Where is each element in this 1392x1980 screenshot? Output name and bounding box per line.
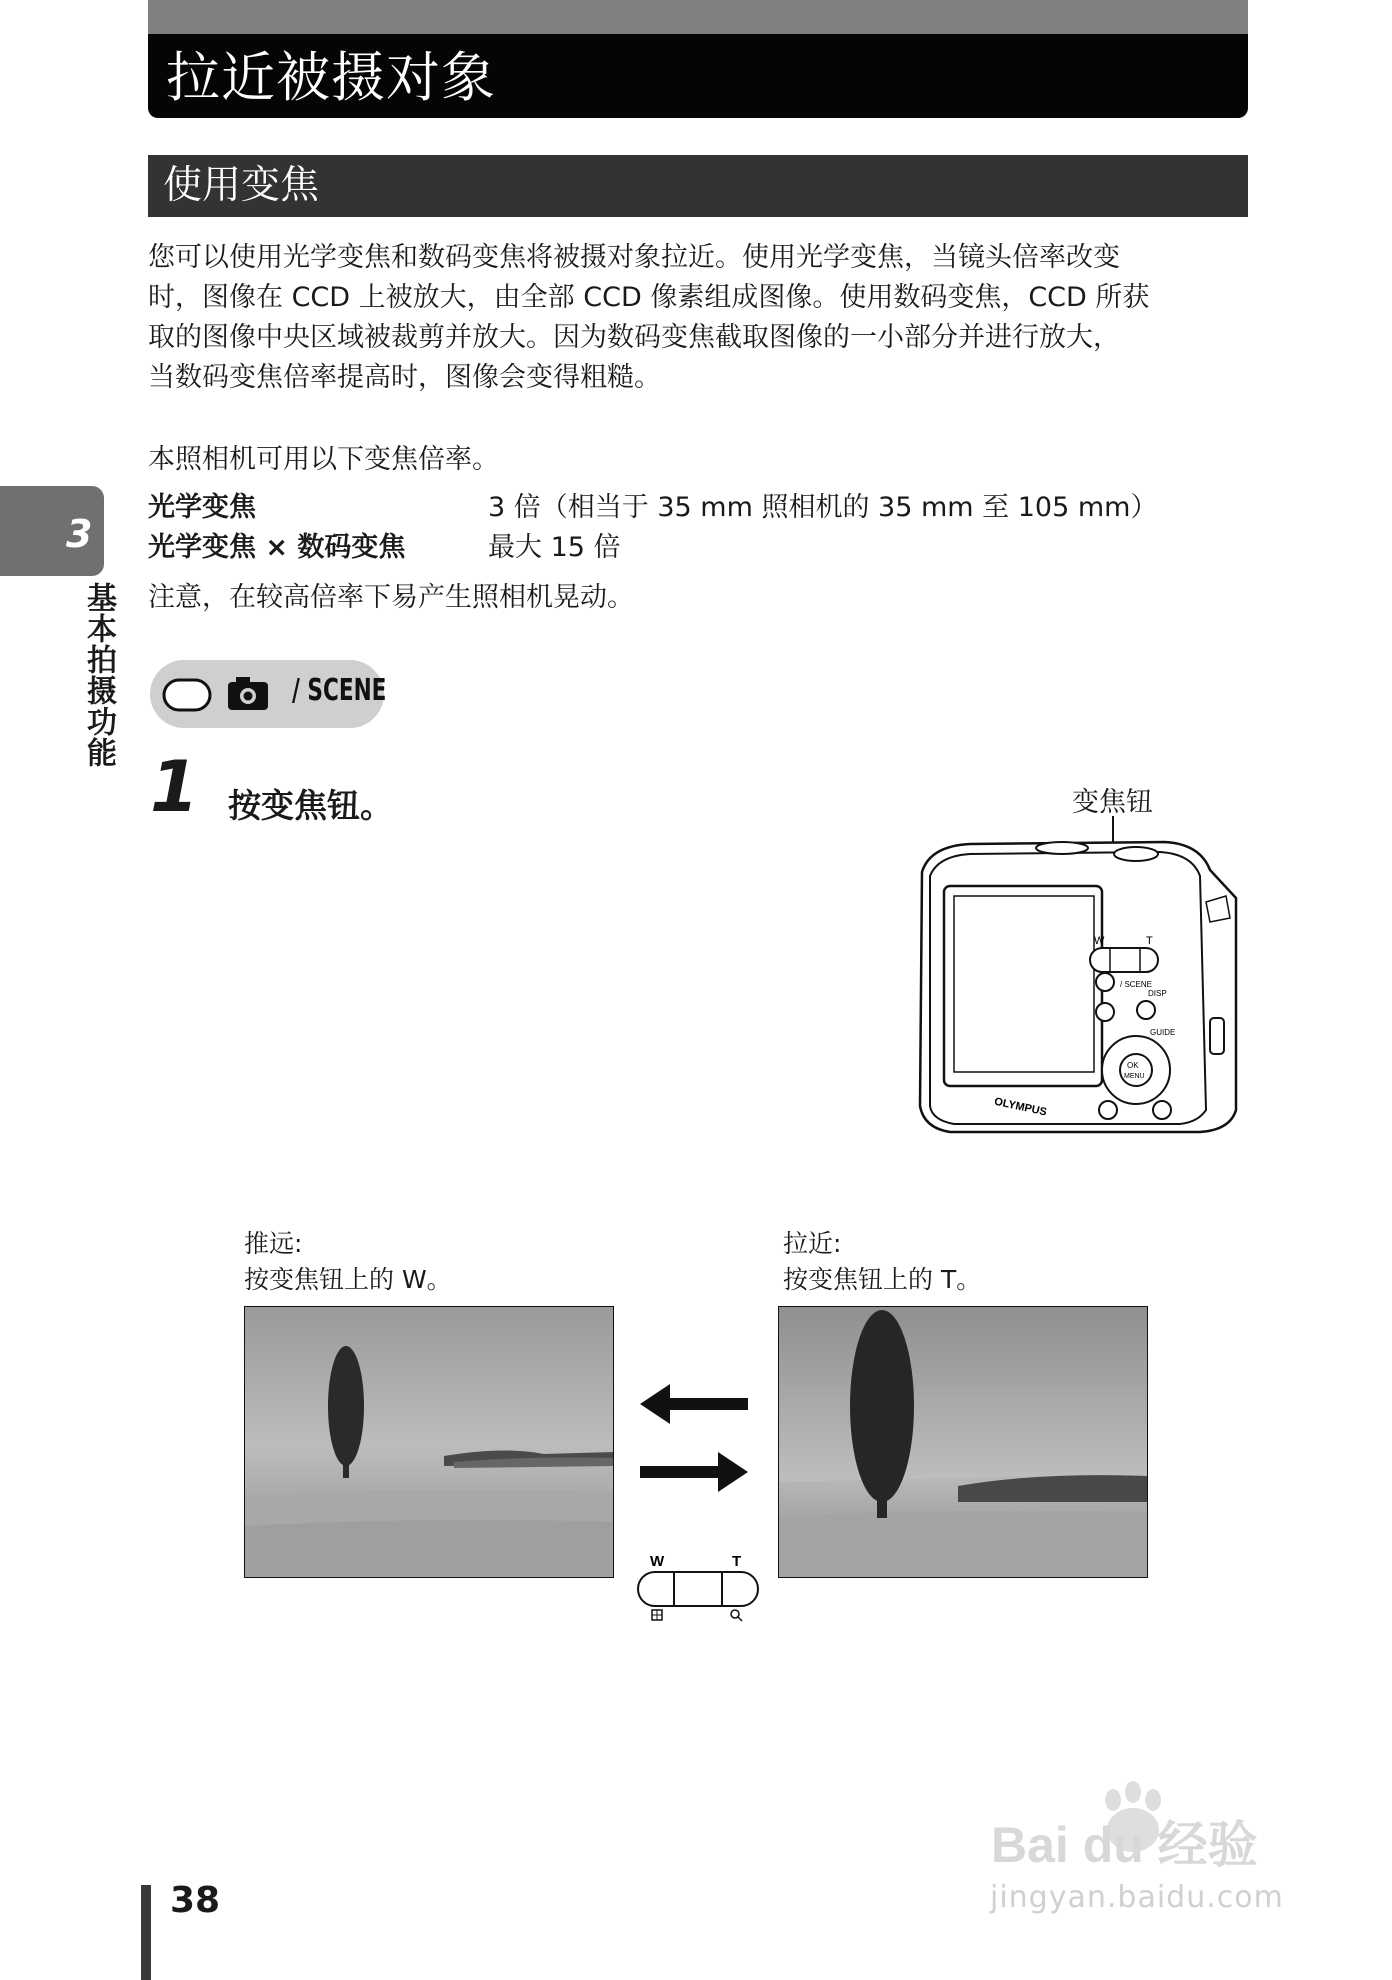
- shake-note: 注意，在较高倍率下易产生照相机晃动。: [148, 582, 634, 613]
- svg-text:OK: OK: [1127, 1061, 1139, 1070]
- svg-text:W: W: [1094, 935, 1105, 947]
- mode-icons: [162, 670, 292, 718]
- svg-text:GUIDE: GUIDE: [1150, 1028, 1176, 1037]
- lever-t-label: T: [732, 1553, 742, 1570]
- svg-text:T: T: [1146, 935, 1153, 947]
- spec-label-combined: 光学变焦 × 数码变焦: [148, 532, 406, 563]
- svg-text:DISP: DISP: [1148, 989, 1167, 998]
- intro-line: 您可以使用光学变焦和数码变焦将被摄对象拉近。使用光学变焦，当镜头倍率改变: [148, 242, 1120, 273]
- zoom-in-caption: [783, 1226, 981, 1298]
- spec-value-combined: 最大 15 倍: [488, 532, 621, 563]
- zoom-out-caption: [244, 1226, 452, 1298]
- arrow-left-icon: [640, 1384, 748, 1424]
- chapter-label: 基本拍摄功能: [81, 582, 116, 768]
- wide-angle-photo: [244, 1306, 614, 1578]
- intro-line: 当数码变焦倍率提高时，图像会变得粗糙。: [148, 362, 661, 393]
- zoom-lever-icon: [1090, 948, 1158, 972]
- zoom-lever-diagram: [634, 1548, 764, 1624]
- svg-text:MENU: MENU: [1124, 1073, 1145, 1080]
- power-oval-icon: [164, 680, 210, 710]
- telephoto-photo: [778, 1306, 1148, 1578]
- zoom-lever-callout: 变焦钮: [1072, 787, 1153, 818]
- chapter-number: 3: [66, 512, 93, 556]
- camera-brand: OLYMPUS: [993, 1095, 1048, 1119]
- arrow-right-icon: [640, 1452, 748, 1492]
- intro-paragraph: [148, 238, 1258, 398]
- svg-text:Bai du 经验: Bai du 经验: [991, 1817, 1258, 1873]
- section-title: 使用变焦: [163, 163, 320, 208]
- svg-text:/ SCENE: / SCENE: [1120, 980, 1153, 989]
- spec-value-optical: 3 倍（相当于 35 mm 照相机的 35 mm 至 105 mm）: [488, 492, 1158, 523]
- scene-mode-label: / SCENE: [292, 673, 387, 708]
- zoom-direction-arrows: [636, 1376, 752, 1498]
- page-number: 38: [170, 1880, 221, 1921]
- watermark-url: jingyan.baidu.com: [990, 1880, 1284, 1915]
- zoom-in-title: 拉近:: [783, 1229, 842, 1258]
- zoom-lead-text: 本照相机可用以下变焦倍率。: [148, 444, 499, 475]
- camera-illustration: [910, 810, 1250, 1140]
- intro-line: 取的图像中央区域被裁剪并放大。因为数码变焦截取图像的一小部分并进行放大，: [148, 322, 1120, 353]
- zoom-out-title: 推远:: [244, 1229, 303, 1258]
- spec-label-optical: 光学变焦: [148, 492, 256, 523]
- intro-line: 时，图像在 CCD 上被放大，由全部 CCD 像素组成图像。使用数码变焦，CCD 所获: [148, 282, 1150, 313]
- zoom-out-desc: 按变焦钮上的 W。: [244, 1265, 452, 1294]
- baidu-watermark-logo: [985, 1778, 1285, 1878]
- zoom-in-desc: 按变焦钮上的 T。: [783, 1265, 982, 1294]
- step-instruction: 按变焦钮。: [228, 786, 393, 825]
- camera-mode-icon: [228, 677, 268, 710]
- magnify-icon: [731, 1610, 742, 1621]
- thumbnail-grid-icon: [652, 1610, 662, 1620]
- page-title: 拉近被摄对象: [166, 46, 496, 109]
- step-number: 1: [150, 746, 199, 828]
- lever-w-label: W: [650, 1553, 665, 1570]
- page-number-bar: [141, 1885, 151, 1980]
- header-top-bar: [148, 0, 1248, 34]
